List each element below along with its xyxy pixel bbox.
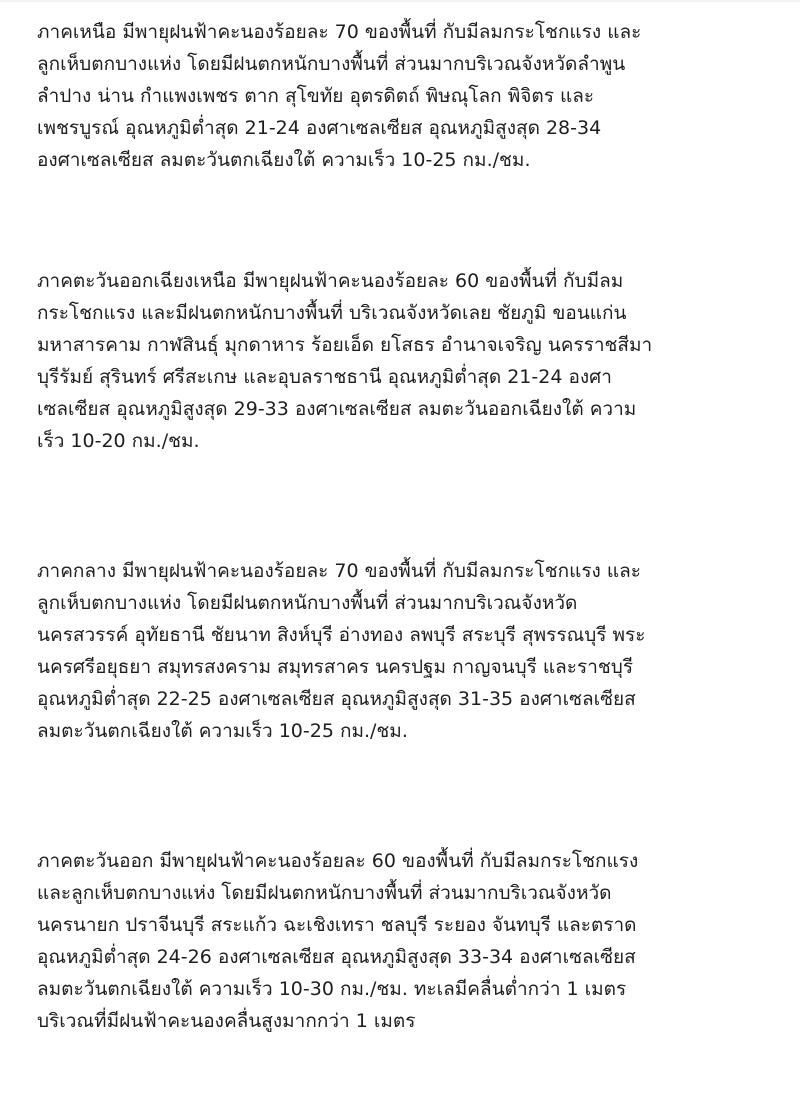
paragraph-line: ภาคกลาง มีพายุฝนฟ้าคะนองร้อยละ 70 ของพื้นที่ กับมีลมกระโชกแรง และ: [37, 560, 641, 582]
paragraph-line: บุรีรัมย์ สุรินทร์ ศรีสะเกษ และอุบลราชธานี อุณหภูมิต่ำสุด 21-24 องศา: [37, 366, 612, 388]
paragraph-line: ภาคตะวันออกเฉียงเหนือ มีพายุฝนฟ้าคะนองร้อยละ 60 ของพื้นที่ กับมีลม: [37, 270, 624, 292]
paragraph-line: เร็ว 10-20 กม./ชม.: [37, 430, 200, 452]
paragraph-line: มหาสารคาม กาฬสินธุ์ มุกดาหาร ร้อยเอ็ด ยโสธร อำนาจเจริญ นครราชสีมา: [37, 334, 653, 356]
paragraph-line: ภาคเหนือ มีพายุฝนฟ้าคะนองร้อยละ 70 ของพื้นที่ กับมีลมกระโชกแรง และ: [37, 21, 642, 43]
paragraph-line: ลูกเห็บตกบางแห่ง โดยมีฝนตกหนักบางพื้นที่ ส่วนมากบริเวณจังหวัดลำพูน: [37, 53, 626, 75]
paragraph-line: ลำปาง น่าน กำแพงเพชร ตาก สุโขทัย อุตรดิตถ์ พิษณุโลก พิจิตร และ: [37, 85, 595, 107]
paragraph-line: นครนายก ปราจีนบุรี สระแก้ว ฉะเชิงเทรา ชลบุรี ระยอง จันทบุรี และตราด: [37, 914, 637, 936]
paragraph-line: ลมตะวันตกเฉียงใต้ ความเร็ว 10-30 กม./ชม. ทะเลมีคลื่นต่ำกว่า 1 เมตร: [37, 978, 627, 1000]
paragraph-line: เพชรบูรณ์ อุณหภูมิต่ำสุด 21-24 องศาเซลเซียส อุณหภูมิสูงสุด 28-34: [37, 117, 602, 139]
paragraph-line: นครศรีอยุธยา สมุทรสงคราม สมุทรสาคร นครปฐม กาญจนบุรี และราชบุรี: [37, 656, 634, 678]
paragraph-line: นครสวรรค์ อุทัยธานี ชัยนาท สิงห์บุรี อ่างทอง ลพบุรี สระบุรี สุพรรณบุรี พระ: [37, 624, 646, 646]
paragraph-line: และลูกเห็บตกบางแห่ง โดยมีฝนตกหนักบางพื้นที่ ส่วนมากบริเวณจังหวัด: [37, 882, 612, 904]
paragraph-line: กระโชกแรง และมีฝนตกหนักบางพื้นที่ บริเวณจังหวัดเลย ชัยภูมิ ขอนแก่น: [37, 302, 627, 324]
region-central-paragraph: [37, 555, 787, 747]
region-northeast-paragraph: [37, 265, 787, 457]
paragraph-line: ลูกเห็บตกบางแห่ง โดยมีฝนตกหนักบางพื้นที่ ส่วนมากบริเวณจังหวัด: [37, 592, 578, 614]
paragraph-line: บริเวณที่มีฝนฟ้าคะนองคลื่นสูงมากกว่า 1 เมตร: [37, 1010, 416, 1032]
region-north-paragraph: [37, 16, 787, 176]
paragraph-line: ลมตะวันตกเฉียงใต้ ความเร็ว 10-25 กม./ชม.: [37, 720, 408, 742]
paragraph-line: อุณหภูมิต่ำสุด 22-25 องศาเซลเซียส อุณหภูมิสูงสุด 31-35 องศาเซลเซียส: [37, 688, 636, 710]
paragraph-line: องศาเซลเซียส ลมตะวันตกเฉียงใต้ ความเร็ว 10-25 กม./ชม.: [37, 149, 531, 171]
paragraph-line: อุณหภูมิต่ำสุด 24-26 องศาเซลเซียส อุณหภูมิสูงสุด 33-34 องศาเซลเซียส: [37, 946, 636, 968]
paragraph-line: เซลเซียส อุณหภูมิสูงสุด 29-33 องศาเซลเซียส ลมตะวันออกเฉียงใต้ ความ: [37, 398, 637, 420]
region-east-paragraph: [37, 845, 787, 1037]
paragraph-line: ภาคตะวันออก มีพายุฝนฟ้าคะนองร้อยละ 60 ของพื้นที่ กับมีลมกระโชกแรง: [37, 850, 639, 872]
page-top-edge: [0, 0, 800, 2]
